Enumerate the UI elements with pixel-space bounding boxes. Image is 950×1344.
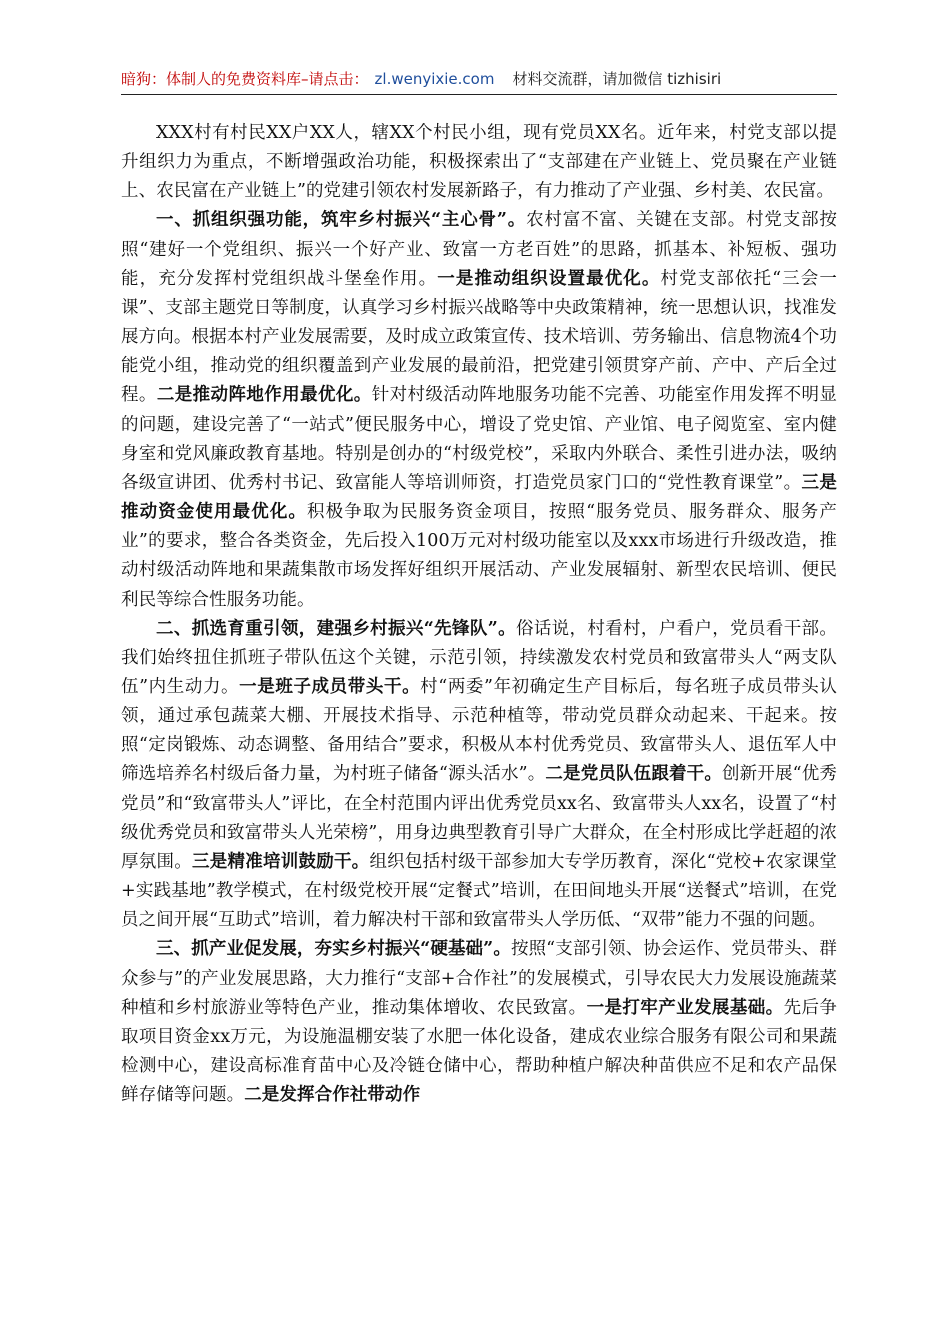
section-3-heading: 三、抓产业促发展，夯实乡村振兴“硬基础”。 (156, 939, 511, 960)
section-2-heading: 二、抓选育重引领，建强乡村振兴“先锋队”。 (156, 618, 516, 639)
header-brand: 暗狗：体制人的免费资料库 (121, 70, 302, 88)
section-2-text: 俗话说，村看村，户看户，党员看干部。我们始终扭住抓班子带队伍这个关键，示范引领，持续激发农村党员和致富带头人“两支队伍”内生动力。 (121, 618, 837, 697)
section-1-text: 针对村级活动阵地服务功能不完善、功能室作用发挥不明显的问题，建设完善了“一站式”便民服务中心，增设了党史馆、产业馆、电子阅览室、室内健身室和党风廉政教育基地。特别是创办的“村级党校”，采取内外联合、柔性引进办法，吸纳各级宣讲团、优秀村书记、致富能人等培训师资，打造党员家门口的“党性教育课堂”。 (121, 385, 837, 493)
article-body (121, 119, 837, 1110)
section-3-point-2: 二是发挥合作社带动作 (244, 1085, 421, 1106)
section-1-point-1: 一是推动组织设置最优化。 (437, 268, 661, 289)
section-3-text: 先后争取项目资金xx万元，为设施温棚安装了水肥一体化设备，建成农业综合服务有限公司和果蔬检测中心，建设高标准育苗中心及冷链仓储中心，帮助种植户解决种苗供应不足和农产品保鲜存储等问题。 (121, 997, 837, 1106)
header-divider (121, 94, 837, 95)
section-3-paragraph (121, 935, 837, 1110)
section-2-point-3: 三是精准培训鼓励干。 (191, 851, 370, 872)
header-prompt: –请点击： (301, 70, 369, 88)
section-1-point-2: 二是推动阵地作用最优化。 (156, 385, 372, 406)
section-1-paragraph (121, 206, 837, 614)
section-1-heading: 一、抓组织强功能，筑牢乡村振兴“主心骨”。 (156, 210, 527, 231)
section-3-point-1: 一是打牢产业发展基础。 (586, 997, 784, 1018)
section-2-point-1: 一是班子成员带头干。 (239, 676, 421, 697)
section-3-text: 按照“支部引领、协会运作、党员带头、群众参与”的产业发展思路，大力推行“支部+合作社”的发展模式，引导农民大力发展设施蔬菜种植和乡村旅游业等特色产业，推动集体增收、农民致富。 (121, 939, 837, 1018)
section-1-text: 农村富不富、关键在支部。村党支部按照“建好一个党组织、振兴一个好产业、致富一方老百姓”的思路，抓基本、补短板、强功能，充分发挥村党组织战斗堡垒作用。 (121, 210, 837, 289)
section-2-point-2: 二是党员队伍跟着干。 (545, 764, 722, 785)
section-2-text: 创新开展“优秀党员”和“致富带头人”评比，在全村范围内评出优秀党员xx名、致富带头人xx名，设置了“村级优秀党员和致富带头人光荣榜”，用身边典型教育引导广大群众，在全村形成比学赶超的浓厚氛围。 (121, 764, 837, 872)
page-header (121, 68, 833, 90)
section-1-text: 积极争取为民服务资金项目，按照“服务党员、服务群众、服务产业”的要求，整合各类资金，先后投入100万元对村级功能室以及xxx市场进行升级改造，推动村级活动阵地和果蔬集散市场发挥好组织开展活动、产业发展辐射、新型农民培训、便民利民等综合性服务功能。 (121, 502, 837, 610)
section-1-text: 村党支部依托“三会一课”、支部主题党日等制度，认真学习乡村振兴战略等中央政策精神，统一思想认识，找准发展方向。根据本村产业发展需要，及时成立政策宣传、技术培训、劳务输出、信息物流4个功能党小组，推动党的组织覆盖到产业发展的最前沿，把党建引领贯穿产前、产中、产后全过程。 (121, 268, 837, 406)
section-2-paragraph (121, 615, 837, 936)
header-link[interactable]: zl.wenyixie.com (374, 70, 495, 88)
section-2-text: 组织包括村级干部参加大专学历教育，深化“党校+农家课堂+实践基地”教学模式，在村级党校开展“定餐式”培训，在田间地头开展“送餐式”培训，在党员之间开展“互助式”培训，着力解决村干部和致富带头人学历低、“双带”能力不强的问题。 (121, 851, 838, 931)
section-1-point-3: 三是推动资金使用最优化。 (121, 472, 838, 523)
section-2-text: 村“两委”年初确定生产目标后，每名班子成员带头认领，通过承包蔬菜大棚、开展技术指导、示范种植等，带动党员群众动起来、干起来。按照“定岗锻炼、动态调整、备用结合”要求，积极从本村优秀党员、致富带头人、退伍军人中筛选培养名村级后备力量，为村班子储备“源头活水”。 (121, 676, 837, 785)
header-wechat: 材料交流群，请加微信 tizhisiri (512, 70, 722, 88)
intro-paragraph: XXX村有村民XX户XX人，辖XX个村民小组，现有党员XX名。近年来，村党支部以提升组织力为重点，不断增强政治功能，积极探索出了“支部建在产业链上、党员聚在产业链上、农民富在产业链上”的党建引领农村发展新路子，有力推动了产业强、乡村美、农民富。 (121, 123, 837, 202)
